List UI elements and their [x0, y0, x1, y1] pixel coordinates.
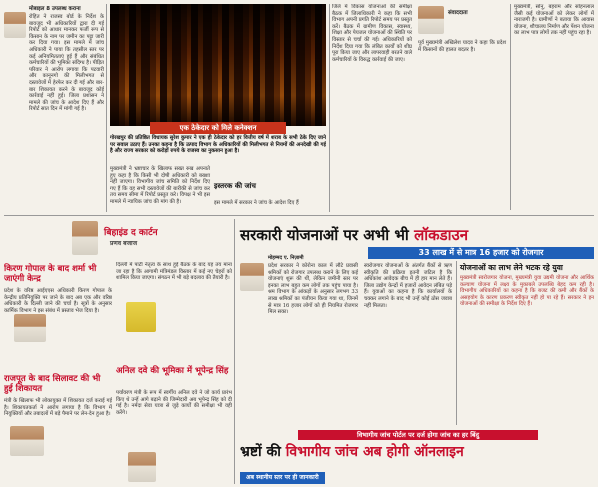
bottom-kicker: विभागीय जांच पोर्टल पर दर्ज होगा जांच का हर बिंदु	[298, 430, 538, 440]
center-body-left: मुख्यमंत्री ने भ्रष्टाचार के खिलाफ सख्त रुख अपनाते हुए कहा है कि किसी भी दोषी अधिकारी को बख्शा नहीं जाएगा। विभागीय जांच समिति को निर्देश दिए गए हैं कि वह सभी दस्तावेजों की बारीकी से जांच कर तय समय सीमा में रिपोर्ट प्रस्तुत करे। विपक्ष ने भी इस मामले में न्यायिक जांच की मांग की है।	[110, 166, 210, 205]
cartoonist-photo	[72, 221, 98, 255]
right-highlight: पूर्व मुख्यमंत्री अखिलेश यादव ने कहा कि प्रदेश में किसानों की हालत बदतर है।	[418, 40, 506, 53]
lockdown-side-title: योजनाओं का लाभ लेने भटक रहे युवा	[460, 263, 563, 272]
story-1-title: किरण गोपाल के बाद शर्मा भी जाएंगी केन्द्र	[4, 264, 97, 284]
mid-story	[116, 262, 232, 484]
bottom-block	[238, 428, 594, 486]
lockdown-subhead: 33 लाख में से मात्र 16 हजार को रोजगार	[368, 247, 594, 259]
left-stories	[4, 262, 112, 484]
story-2-body: मंत्री के खिलाफ भी लोकायुक्त में शिकायत दर्ज कराई गई है। शिकायतकर्ता ने आरोप लगाया है कि विभाग में नियुक्तियों और तबादलों में बड़े पैमाने पर लेन-देन हुआ है।	[4, 398, 112, 418]
mid-body: दिल्ली में पार्टी नेतृत्व के साथ हुई बैठक के बाद यह तय माना जा रहा है कि आगामी मंत्रिमंडल विस्तार में कई नए चेहरों को शामिल किया जाएगा। संगठन में भी बड़े बदलाव की तैयारी है।	[116, 262, 232, 282]
mid-body-2: पर्यावरण मंत्री के रूप में स्वर्गीय अनिल दवे ने जो कार्य प्रारंभ किए थे उन्हें आगे बढ़ाने की जिम्मेदारी अब भूपेन्द्र सिंह को दी गई है। नर्मदा सेवा यात्रा से जुड़े कार्यों की समीक्षा भी वही करेंगे।	[116, 390, 232, 416]
bottom-headline	[240, 442, 464, 461]
mid-photo	[126, 302, 156, 332]
author-photo	[4, 12, 26, 38]
lockdown-col2: स्वरोजगार योजनाओं के अंतर्गत बैंकों से ऋण स्वीकृति की प्रक्रिया इतनी जटिल है कि अधिकांश आवेदक बीच में ही हार मान लेते हैं। जिला उद्योग केन्द्रों में हजारों आवेदन लंबित पड़े हैं। युवाओं का कहना है कि कार्यालयों के चक्कर लगाने के बाद भी उन्हें कोई ठोस जवाब नहीं मिलता।	[364, 263, 452, 309]
story-1-body: प्रदेश के वरिष्ठ आईएएस अधिकारी किरण गोपाल के केन्द्रीय प्रतिनियुक्ति पर जाने के बाद अब एक और वरिष्ठ अधिकारी के दिल्ली जाने की चर्चा है। सूत्रों के अनुसार कार्मिक विभाग ने इस संबंध में प्रस्ताव भेज दिया है।	[4, 288, 112, 314]
center-story-title: इस्तरक की जांच	[214, 182, 256, 190]
photo-caption-title: एक ठेकेदार को मिले कनेक्शन	[150, 122, 286, 134]
photo-caption: गोरखपुर की प्रतिष्ठित विधायक सुरेश कुमार ने एक ही ठेकेदार को हर वित्तीय वर्ष में शराब के सभी ठेके दिए जाने पर सवाल उठाए हैं। उनका कहना है कि उत्पाद विभाग के अधिकारियों की मिलीभगत से नियमों की अनदेखी की गई है और राज्य सरकार को करोड़ों रुपये के राजस्व का नुकसान हुआ है।	[110, 135, 326, 155]
cartoon-author: प्रणव बजाज	[110, 240, 138, 247]
lead-photo-block	[110, 4, 326, 214]
lockdown-col3: मुख्यमंत्री स्वरोजगार योजना, मुख्यमंत्री युवा उद्यमी योजना और आर्थिक कल्याण योजना में लक्ष्य के मुकाबले उपलब्धि बेहद कम रही है। विभागीय अधिकारियों का कहना है कि बजट की कमी और बैंकों के असहयोग के कारण प्रकरण स्वीकृत नहीं हो पा रहे हैं। सरकार ने इन योजनाओं की समीक्षा के निर्देश दिए हैं।	[460, 275, 594, 308]
lockdown-author-photo	[240, 263, 264, 291]
story-2-title: राजपूत के बाद सिलावट की भी हुई शिकायत	[4, 374, 101, 394]
lockdown-headline	[240, 225, 468, 245]
cartoon-label: बिहाइंड द कार्टन	[104, 228, 158, 238]
lockdown-story	[238, 219, 594, 427]
right-body: जिले में विकास योजनाओं की समीक्षा बैठक में जिलाधिकारी ने कहा कि सभी विभाग अपनी प्रगति रिपोर्ट समय पर प्रस्तुत करें। बैठक में ग्रामीण विकास, स्वास्थ्य, शिक्षा और पेयजल योजनाओं की स्थिति पर विस्तार से चर्चा की गई। अधिकारियों को निर्देश दिया गया कि लंबित कार्यों को शीघ्र पूरा किया जाए और लापरवाही बरतने वाले कर्मचारियों के विरुद्ध कार्रवाई की जाए।	[332, 4, 412, 63]
bottom-headline-prefix: भ्रष्टों की	[240, 444, 281, 460]
cartoon-header	[72, 219, 232, 259]
lockdown-byline: मोहम्मद ए. निज़ामी	[268, 255, 304, 261]
bottom-tag: अब स्थानीय स्तर पर ही जानकारी	[240, 472, 325, 484]
byline: मोबाइल 8 उपलब्ध कराना	[29, 6, 81, 12]
lockdown-headline-highlight: लॉकडाउन	[414, 226, 469, 244]
right-column	[332, 4, 594, 214]
liquor-bottles-photo	[110, 4, 326, 126]
right-byline: संवाददाता	[448, 10, 468, 16]
lockdown-headline-prefix: सरकारी योजनाओं पर अभी भी	[240, 226, 409, 244]
mid-title: अनिल दवे की भूमिका में भूपेन्द्र सिंह	[116, 366, 229, 376]
bottom-headline-highlight: ऑनलाइन	[413, 444, 464, 460]
article-body: रोहित ने राजस्व बोर्ड के निर्देश के बावजूद भी अधिकारियों द्वारा दी गई रिपोर्ट को आधार मानकर फर्जी रूप से किसान के नाम पर जमीन का पट्टा जारी कर दिया गया। इस मामले में जांच अधिकारी ने पाया कि तहसील स्तर पर कई अनियमितताएं हुई हैं और संबंधित कर्मचारियों की भूमिका संदिग्ध है। पीड़ित परिवार ने आरोप लगाया कि पटवारी और कानूनगो की मिलीभगत से दस्तावेजों में हेरफेर कर दी गई और बार-बार शिकायत करने के बावजूद कोई कार्रवाई नहीं हुई। जिला प्रशासन ने मामले की जांच के आदेश दिए हैं और रिपोर्ट सात दिन में मांगी गई है।	[29, 14, 104, 113]
top-left-column	[4, 4, 104, 212]
far-right-body: मुख्यमंत्री, सोनू, बहराम और सोहनलाल जैसी कई योजनाओं को लेकर लोगों में नाराजगी है। ग्रामीणों ने बताया कि आवास योजना, शौचालय निर्माण और पेंशन योजना का लाभ पात्र लोगों तक नहीं पहुंच रहा है।	[514, 4, 594, 37]
center-story-note: इस मामले में सरकार ने जांच के आदेश दिए हैं	[214, 200, 299, 206]
lockdown-col1: प्रदेश सरकार ने कोरोना काल में लौटे प्रवासी श्रमिकों को रोजगार उपलब्ध कराने के लिए कई योजनाएं शुरू की थीं, लेकिन जमीनी स्तर पर इनका लाभ बहुत कम लोगों तक पहुंच पाया है। श्रम विभाग के आंकड़ों के अनुसार लगभग 33 लाख श्रमिकों का पंजीयन किया गया था, जिनमें से मात्र 16 हजार लोगों को ही नियमित रोजगार मिल सका।	[268, 263, 358, 316]
bottom-headline-mid: विभागीय जांच अब होगी	[285, 444, 410, 460]
reporter-photo	[418, 6, 444, 34]
